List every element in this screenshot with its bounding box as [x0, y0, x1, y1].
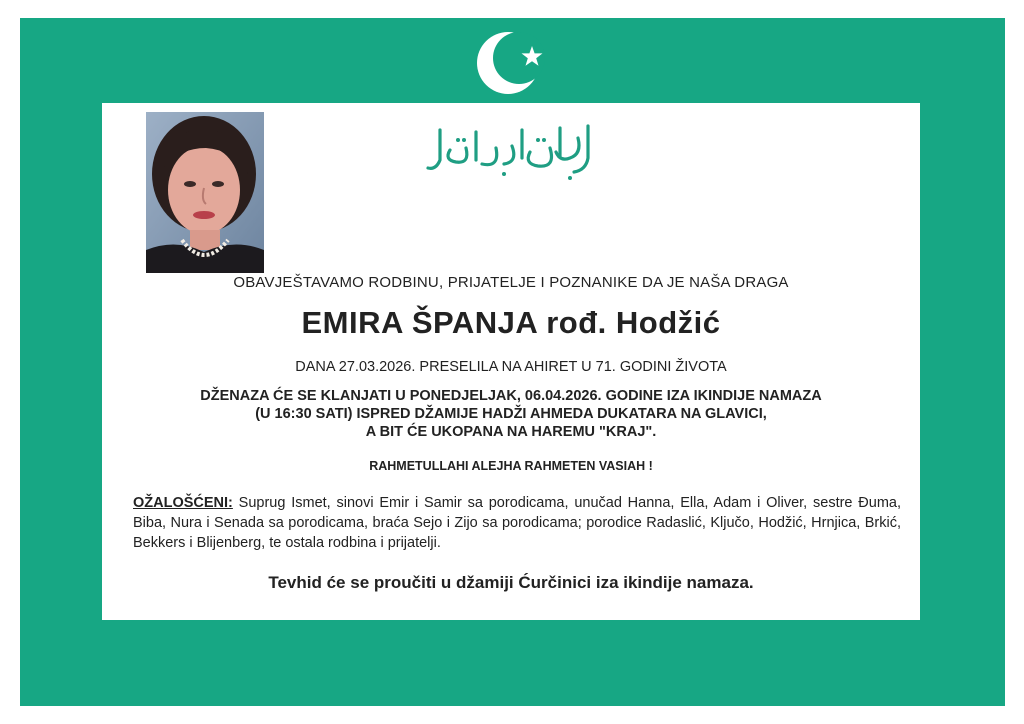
mourners-label: OŽALOŠĆENI:	[133, 495, 233, 511]
crescent-star-icon	[472, 28, 552, 98]
tevhid-notice: Tevhid će se proučiti u džamiji Ćurčinici iza ikindije namaza.	[268, 573, 754, 592]
funeral-line-2: (U 16:30 SATI) ISPRED DŽAMIJE HADŽI AHMEDA DUKATARA NA GLAVICI,	[255, 406, 767, 422]
mourners-paragraph	[133, 493, 901, 553]
funeral-details	[102, 387, 920, 441]
arabic-calligraphy	[410, 118, 610, 188]
death-date-line: DANA 27.03.2026. PRESELILA NA AHIRET U 71. GODINI ŽIVOTA	[295, 359, 727, 375]
funeral-line-3: A BIT ĆE UKOPANA NA HAREMU "KRAJ".	[365, 424, 657, 440]
funeral-line-1: DŽENAZA ĆE SE KLANJATI U PONEDJELJAK, 06.04.2026. GODINE IZA IKINDIJE NAMAZA	[200, 388, 822, 404]
intro-text: OBAVJEŠTAVAMO RODBINU, PRIJATELJE I POZNANIKE DA JE NAŠA DRAGA	[233, 274, 789, 291]
calligraphy-drawing	[410, 118, 610, 188]
portrait-photo	[146, 112, 264, 273]
mourners-list: Suprug Ismet, sinovi Emir i Samir sa porodicama, unučad Hanna, Ella, Adam i Oliver, sestre Đuma, Biba, Nura i Senada sa porodicama, braća Sejo i Zijo sa porodicama; porodice Radaslić, Ključo, Hodžić, Hrnjica, Brkić, Bekkers i Blijenberg, te ostala rodbina i prijatelji.	[133, 495, 901, 551]
prayer-line: RAHMETULLAHI ALEJHA RAHMETEN VASIAH !	[369, 459, 653, 473]
deceased-name: EMIRA ŠPANJA rođ. Hodžić	[301, 305, 721, 340]
